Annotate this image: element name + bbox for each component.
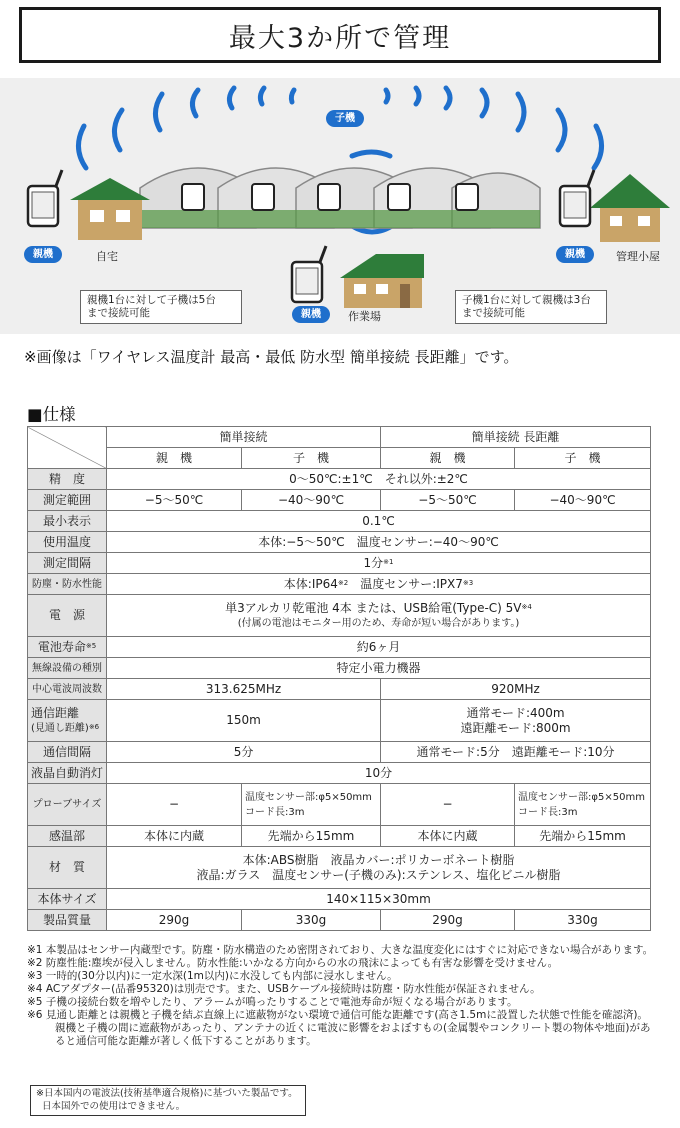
cell-value: −40〜90℃ (242, 490, 381, 511)
cell-value: 313.625MHz (107, 679, 381, 700)
cell-value: − (107, 784, 242, 826)
footnotes (27, 944, 657, 1048)
cell-value: 本体に内蔵 (107, 826, 242, 847)
cell-value: 0〜50℃:±1℃ それ以外:±2℃ (107, 469, 651, 490)
shed-label: 管理小屋 (616, 250, 660, 263)
cell-value: 150m (107, 700, 381, 742)
footnote: ※4 ACアダプター(品番95320)は別売です。また、USBケーブル接続時は防塵・防水性能が保証されません。 (27, 983, 541, 995)
sub-header: 子 機 (242, 448, 381, 469)
cell-value: 0.1℃ (107, 511, 651, 532)
cell-value: −5〜50℃ (381, 490, 515, 511)
row-label: 本体サイズ (28, 889, 107, 910)
legal-notice: ※日本国内の電波法(技術基準適合規格)に基づいた製品です。 日本国外での使用はできません。 (30, 1085, 306, 1116)
note-left: 親機1台に対して子機は5台 まで接続可能 (80, 290, 242, 324)
shed-icon (590, 174, 670, 242)
cell-value: 本体:−5〜50℃ 温度センサー:−40〜90℃ (107, 532, 651, 553)
row-label: 電 源 (28, 595, 107, 637)
row-label: 通信間隔 (28, 742, 107, 763)
row-label: プローブサイズ (28, 784, 107, 826)
parent-unit-tag-workplace: 親機 (292, 306, 330, 323)
cell-value: 330g (242, 910, 381, 931)
cell-value: −5〜50℃ (107, 490, 242, 511)
parent-unit-tag-home: 親機 (24, 246, 62, 263)
row-label: 通信距離 (見通し距離)$^{※6}$ (28, 700, 107, 742)
cell-value: 920MHz (381, 679, 651, 700)
cell-value: −40〜90℃ (515, 490, 651, 511)
cell-value: 通常モード:400m 遠距離モード:800m (381, 700, 651, 742)
home-label: 自宅 (96, 250, 118, 263)
child-unit-tag: 子機 (326, 110, 364, 127)
cell-value: 10分 (107, 763, 651, 784)
page-title: 最大3か所で管理 (19, 7, 661, 63)
cell-value: 先端から15mm (515, 826, 651, 847)
row-label: 最小表示 (28, 511, 107, 532)
cell-value: 290g (107, 910, 242, 931)
footnote: ※3 一時的(30分以内)に一定水深(1m以内)に水没しても内部に浸水しません。 (27, 970, 398, 982)
cell-value: 本体:ABS樹脂 液晶カバー:ポリカーボネート樹脂 液晶:ガラス 温度センサー(子機のみ):ステンレス、塩化ビニル樹脂 (107, 847, 651, 889)
corner-cell (28, 427, 107, 469)
footnote: ※6 見通し距離とは親機と子機を結ぶ直線上に遮蔽物がない環境で通信可能な距離です(高さ1.5mに設置した状態で性能を確認済)。親機と子機の間に遮蔽物があったり、アンテナの近くに電波に影響をおよぼすもの(金属製やコンクリート製の物体や地面)があると通信可能な距離が著しく低下することがあります。 (27, 1009, 651, 1047)
parent-unit-icon (560, 170, 594, 226)
cell-value: 1分$^{※1}$ (107, 553, 651, 574)
note-right: 子機1台に対して親機は3台 まで接続可能 (455, 290, 607, 324)
sub-header: 親 機 (381, 448, 515, 469)
cell-value: 330g (515, 910, 651, 931)
sub-header: 親 機 (107, 448, 242, 469)
cell-value: 本体に内蔵 (381, 826, 515, 847)
cell-value: 温度センサー部:φ5×50mm コード長:3m (242, 784, 381, 826)
house-icon (70, 178, 150, 240)
cell-value: 特定小電力機器 (107, 658, 651, 679)
group-header: 簡単接続 (107, 427, 381, 448)
row-label: 中心電波周波数 (28, 679, 107, 700)
footnote: ※2 防塵性能:塵埃が侵入しません。防水性能:いかなる方向からの水の飛沫によっても有害な影響を受けません。 (27, 957, 559, 969)
cell-value: 先端から15mm (242, 826, 381, 847)
parent-unit-icon (292, 246, 326, 302)
cell-value: 140×115×30mm (107, 889, 651, 910)
row-label: 液晶自動消灯 (28, 763, 107, 784)
row-label: 材 質 (28, 847, 107, 889)
spec-table (27, 426, 651, 931)
cell-value: 約6ヶ月 (107, 637, 651, 658)
cell-value: 温度センサー部:φ5×50mm コード長:3m (515, 784, 651, 826)
cell-value: 290g (381, 910, 515, 931)
section-title: ■仕様 (27, 405, 76, 424)
cell-value: 本体:IP64$^{※2}$ 温度センサー:IPX7$^{※3}$ (107, 574, 651, 595)
cell-value: − (381, 784, 515, 826)
parent-unit-icon (28, 170, 62, 226)
workplace-label: 作業場 (348, 310, 381, 323)
row-label: 無線設備の種別 (28, 658, 107, 679)
parent-unit-tag-shed: 親機 (556, 246, 594, 263)
footnote: ※1 本製品はセンサー内蔵型です。防塵・防水構造のため密閉されており、大きな温度変化にはすぐに対応できない場合があります。 (27, 944, 654, 956)
row-label: 測定範囲 (28, 490, 107, 511)
workplace-icon (340, 254, 424, 308)
cell-value: 単3アルカリ乾電池 4本 または、USB給電(Type-C) $5V^{※4}$ (付属の電池はモニター用のため、寿命が短い場合があります。) (107, 595, 651, 637)
cell-value: 5分 (107, 742, 381, 763)
row-label: 測定間隔 (28, 553, 107, 574)
sub-header: 子 機 (515, 448, 651, 469)
row-label: 感温部 (28, 826, 107, 847)
row-label: 電池寿命$^{※5}$ (28, 637, 107, 658)
image-caption: ※画像は「ワイヤレス温度計 最高・最低 防水型 簡単接続 長距離」です。 (24, 348, 519, 366)
row-label: 製品質量 (28, 910, 107, 931)
row-label: 精 度 (28, 469, 107, 490)
cell-value: 通常モード:5分 遠距離モード:10分 (381, 742, 651, 763)
connection-illustration (0, 78, 680, 334)
row-label: 防塵・防水性能 (28, 574, 107, 595)
row-label: 使用温度 (28, 532, 107, 553)
group-header: 簡単接続 長距離 (381, 427, 651, 448)
footnote: ※5 子機の接続台数を増やしたり、アラームが鳴ったりすることで電池寿命が短くなる場合があります。 (27, 996, 518, 1008)
